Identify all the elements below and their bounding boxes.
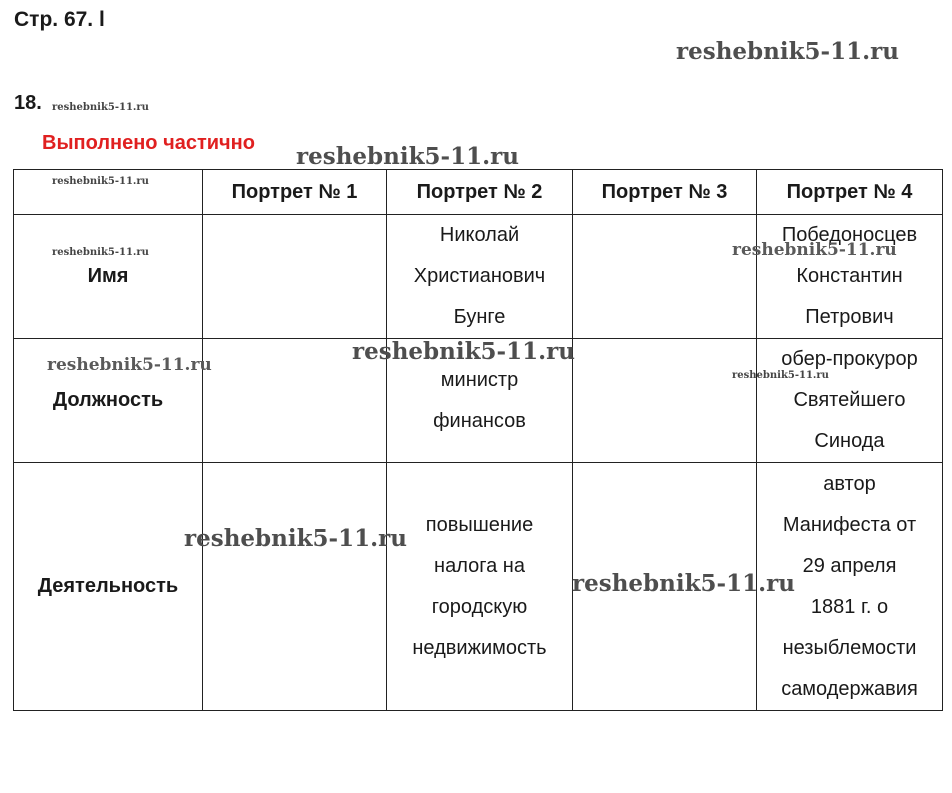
watermark: reshebnik5-11.ru — [52, 176, 149, 187]
cell-line: финансов — [433, 409, 526, 432]
header-portrait-4: Портрет № 4 — [757, 170, 943, 215]
table-cell — [757, 339, 943, 463]
cell-line: 29 апреля — [802, 554, 897, 577]
table-cell — [573, 339, 757, 463]
row-label: Имя — [14, 215, 203, 339]
watermark: reshebnik5-11.ru — [52, 247, 149, 258]
watermark: reshebnik5-11.ru — [52, 102, 149, 113]
row-name — [14, 215, 943, 339]
cell-line: Бунге — [453, 306, 506, 328]
watermark: reshebnik5-11.ru — [676, 38, 899, 65]
cell-line: Победоносцев — [781, 224, 918, 246]
cell-line: Христианович — [413, 265, 546, 287]
cell-line: министр — [440, 368, 519, 391]
header-portrait-3: Портрет № 3 — [573, 170, 757, 215]
cell-line: Манифеста от — [782, 513, 917, 536]
cell-line: незыблемости — [782, 636, 917, 659]
watermark: reshebnik5-11.ru — [47, 355, 212, 375]
cell-line: 1881 г. о — [810, 595, 889, 618]
cell-line: обер-прокурор — [781, 348, 918, 370]
cell-line: Петрович — [805, 306, 894, 328]
task-number: 18. — [14, 92, 42, 114]
table-cell — [203, 215, 387, 339]
cell-line: Константин — [796, 265, 903, 287]
cell-line: налога на — [434, 554, 525, 577]
table-cell — [757, 215, 943, 339]
cell-line: повышение — [425, 513, 534, 536]
cell-line: городскую — [431, 595, 528, 618]
cell-line: недвижимость — [412, 636, 547, 659]
cell-line: Синода — [814, 430, 885, 452]
table-header-row — [14, 170, 943, 215]
watermark: reshebnik5-11.ru — [732, 240, 897, 260]
watermark: reshebnik5-11.ru — [732, 370, 829, 381]
table-cell — [203, 463, 387, 711]
completion-status: Выполнено частично — [42, 132, 255, 154]
header-portrait-1: Портрет № 1 — [203, 170, 387, 215]
page-heading: Стр. 67. l — [14, 8, 105, 31]
watermark: reshebnik5-11.ru — [572, 570, 795, 597]
watermark: reshebnik5-11.ru — [184, 525, 407, 552]
cell-line: автор — [823, 472, 876, 495]
cell-line: Николай — [439, 224, 520, 246]
cell-line: Святейшего — [793, 389, 906, 411]
table-cell — [573, 215, 757, 339]
row-label: Деятельность — [14, 463, 203, 711]
table-cell — [387, 463, 573, 711]
watermark: reshebnik5-11.ru — [352, 338, 575, 365]
watermark: reshebnik5-11.ru — [296, 143, 519, 170]
table-cell — [387, 215, 573, 339]
row-label: Должность — [14, 339, 203, 463]
row-activity — [14, 463, 943, 711]
cell-line: самодержавия — [781, 677, 918, 700]
header-portrait-2: Портрет № 2 — [387, 170, 573, 215]
